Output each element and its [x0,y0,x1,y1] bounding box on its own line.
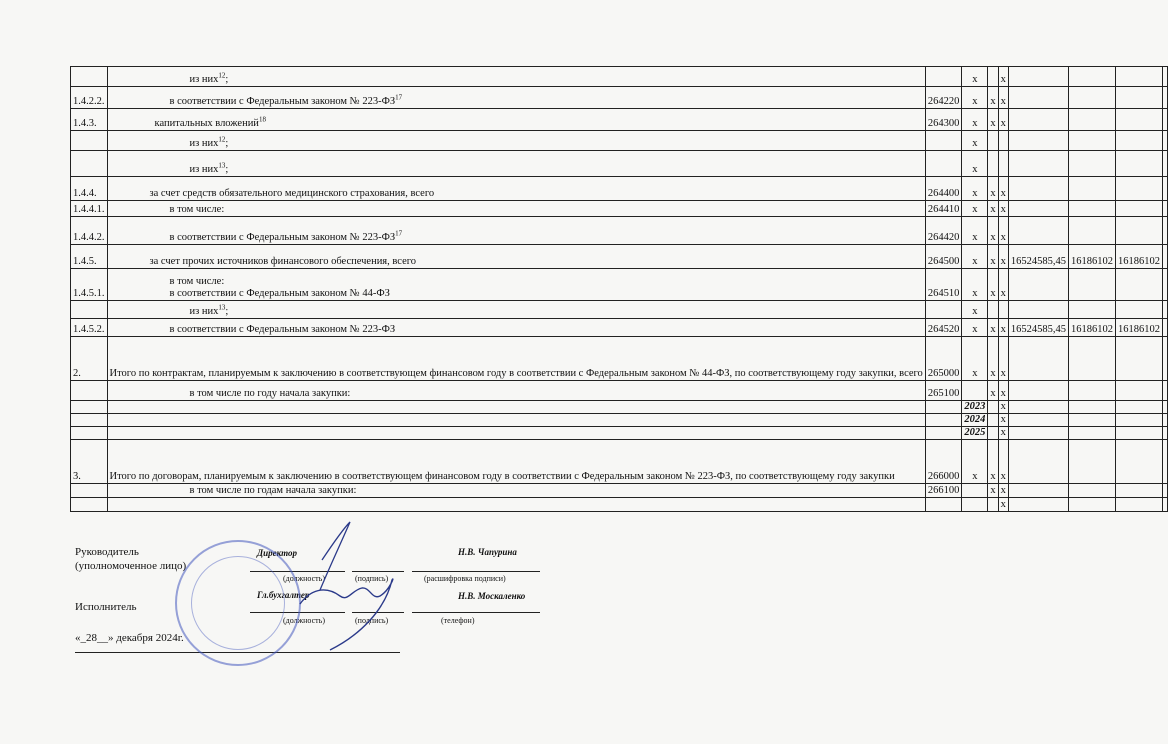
row-col1-cell: x [962,151,988,177]
row-value2-cell [1068,427,1115,440]
row-value4-cell [1162,201,1167,217]
row-value2-cell [1068,381,1115,401]
row-code-cell: 1.4.5. [71,245,108,269]
caption-signature-2: (подпись) [355,616,389,625]
row-value2-cell [1068,498,1115,512]
row-value4-cell [1162,269,1167,301]
row-col3-cell: x [998,67,1008,87]
row-col3-cell: x [998,484,1008,498]
row-col2-cell: x [988,87,998,109]
row-value4-cell [1162,217,1167,245]
row-col2-cell: x [988,269,998,301]
description-text: из них [189,164,219,175]
row-col1-cell: x [962,217,988,245]
head-position: Директор [257,548,297,558]
row-value2-cell [1068,401,1115,414]
row-col1-cell: 2024 [962,414,988,427]
row-value4-cell [1162,177,1167,201]
head-sublabel: (уполномоченное лицо) [75,560,187,572]
row-code-cell: 1.4.4. [71,177,108,201]
caption-signature: (подпись) [355,574,389,583]
description-text: Итого по контрактам, планируемым к заключению в соответствующем финансовом году в соответствии с Федеральным законом № 44-ФЗ, по соответствующему году закупки, всего [109,368,923,379]
row-col3-cell: x [998,201,1008,217]
row-col3-cell: x [998,440,1008,484]
document-date: «_28__» декабря 2024г. [75,632,184,644]
row-value1-cell: 16524585,45 [1008,245,1068,269]
caption-decode: (расшифровка подписи) [424,574,506,583]
row-col3-cell: x [998,109,1008,131]
description-tail: ; [225,164,229,175]
row-account-cell: 265100 [925,381,962,401]
description-text: в соответствии с Федеральным законом № 223-ФЗ [169,324,396,335]
head-name: Н.В. Чапурина [458,547,517,557]
row-value3-cell [1115,498,1162,512]
row-col1-cell: x [962,440,988,484]
row-col1-cell: x [962,177,988,201]
row-value4-cell [1162,498,1167,512]
row-value3-cell [1115,67,1162,87]
row-col1-cell: x [962,337,988,381]
description-tail: ; [225,74,229,85]
row-col2-cell: x [988,319,998,337]
row-value4-cell [1162,401,1167,414]
footnote-mark: 12 [218,135,226,144]
row-col2-cell: x [988,381,998,401]
footnote-mark: 13 [218,303,226,312]
row-code-cell: 1.4.2.2. [71,87,108,109]
description-text: в соответствии с Федеральным законом № 223-ФЗ [169,232,396,243]
row-col1-cell: x [962,87,988,109]
row-col1-cell: x [962,109,988,131]
row-value4-cell [1162,381,1167,401]
row-col3-cell: x [998,414,1008,427]
row-value3-cell [1115,414,1162,427]
row-value2-cell [1068,67,1115,87]
row-value4-cell [1162,131,1167,151]
row-value3-cell [1115,109,1162,131]
row-value4-cell [1162,427,1167,440]
row-value2-cell [1068,414,1115,427]
row-value3-cell [1115,87,1162,109]
row-value3-cell [1115,269,1162,301]
row-value4-cell [1162,87,1167,109]
description-text: в соответствии с Федеральным законом № 223-ФЗ [169,96,396,107]
row-value4-cell [1162,319,1167,337]
row-col3-cell: x [998,245,1008,269]
description-text: в том числе: [169,204,225,215]
description-text: в том числе по годам начала закупки: [189,485,357,496]
row-value2-cell: 16186102 [1068,245,1115,269]
row-value3-cell [1115,337,1162,381]
row-value4-cell [1162,484,1167,498]
row-account-cell: 266100 [925,484,962,498]
row-account-cell: 264510 [925,269,962,301]
row-account-cell: 264220 [925,87,962,109]
row-col2-cell: x [988,245,998,269]
row-value3-cell: 16186102 [1115,245,1162,269]
executor-label: Исполнитель [75,601,137,613]
row-value3-cell [1115,401,1162,414]
row-account-cell: 264300 [925,109,962,131]
row-col1-cell: 2023 [962,401,988,414]
row-col1-cell: x [962,67,988,87]
row-value4-cell [1162,109,1167,131]
row-value2-cell [1068,131,1115,151]
row-value3-cell [1115,381,1162,401]
row-value2-cell [1068,201,1115,217]
row-col1-cell: x [962,301,988,319]
row-code-cell: 1.4.5.2. [71,319,108,337]
row-col3-cell: x [998,87,1008,109]
row-account-cell: 264500 [925,245,962,269]
row-col1-cell: x [962,269,988,301]
row-account-cell: 265000 [925,337,962,381]
description-line: в том числе: [169,276,225,287]
head-label: Руководитель [75,546,139,558]
row-value3-cell [1115,131,1162,151]
footnote-mark: 17 [395,229,403,238]
row-value2-cell [1068,109,1115,131]
description-text: из них [189,306,219,317]
row-value2-cell [1068,87,1115,109]
row-value3-cell [1115,217,1162,245]
row-value3-cell [1115,151,1162,177]
executor-name: Н.В. Москаленко [458,591,526,601]
footnote-mark: 17 [395,93,403,102]
row-code-cell: 1.4.4.1. [71,201,108,217]
description-line: в соответствии с Федеральным законом № 44-ФЗ [169,288,390,299]
description-text: из них [189,74,219,85]
description-text: капитальных вложений [154,118,259,129]
row-col2-cell: x [988,217,998,245]
row-value1-cell: 16524585,45 [1008,319,1068,337]
row-value2-cell [1068,484,1115,498]
row-value3-cell [1115,201,1162,217]
footnote-mark: 18 [258,115,266,124]
row-value2-cell [1068,151,1115,177]
row-col3-cell: x [998,319,1008,337]
description-text: Итого по договорам, планируемым к заключению в соответствующем финансовом году в соответствии с Федеральным законом № 223-ФЗ, по соответствующему году закупки [109,471,895,482]
footnote-mark: 12 [218,71,226,80]
row-value2-cell [1068,337,1115,381]
description-text: за счет средств обязательного медицинского страхования, всего [149,188,435,199]
row-col3-cell: x [998,177,1008,201]
row-col2-cell: x [988,440,998,484]
row-col1-cell: x [962,245,988,269]
row-col3-cell: x [998,401,1008,414]
row-col1-cell: x [962,201,988,217]
row-col3-cell: x [998,337,1008,381]
row-code-cell: 2. [71,337,108,381]
footnote-mark: 13 [218,161,226,170]
row-value2-cell [1068,269,1115,301]
row-value3-cell [1115,177,1162,201]
row-account-cell: 264410 [925,201,962,217]
description-text: за счет прочих источников финансового обеспечения, всего [149,256,417,267]
row-col3-cell: x [998,217,1008,245]
row-code-cell: 1.4.5.1. [71,269,108,301]
row-col2-cell: x [988,484,998,498]
row-account-cell: 264420 [925,217,962,245]
row-account-cell: 266000 [925,440,962,484]
description-text: в том числе по году начала закупки: [189,388,351,399]
row-col2-cell: x [988,177,998,201]
row-col3-cell: x [998,498,1008,512]
row-value3-cell [1115,427,1162,440]
description-text: из них [189,138,219,149]
row-value4-cell [1162,337,1167,381]
row-code-cell: 1.4.4.2. [71,217,108,245]
row-account-cell: 264400 [925,177,962,201]
row-value4-cell [1162,414,1167,427]
row-col1-cell: x [962,131,988,151]
row-col2-cell: x [988,201,998,217]
row-value4-cell [1162,301,1167,319]
row-col2-cell: x [988,109,998,131]
row-value3-cell: 16186102 [1115,319,1162,337]
row-account-cell: 264520 [925,319,962,337]
row-value2-cell [1068,440,1115,484]
row-value4-cell [1162,151,1167,177]
row-value4-cell [1162,245,1167,269]
executor-position: Гл.бухгалтер [257,590,310,600]
caption-position-2: (должность) [283,616,325,625]
row-col1-cell: x [962,319,988,337]
row-value3-cell [1115,484,1162,498]
row-value3-cell [1115,440,1162,484]
row-value4-cell [1162,440,1167,484]
row-code-cell: 1.4.3. [71,109,108,131]
row-col3-cell: x [998,427,1008,440]
row-value2-cell [1068,177,1115,201]
row-value3-cell [1115,301,1162,319]
row-value2-cell [1068,301,1115,319]
row-value2-cell: 16186102 [1068,319,1115,337]
row-col3-cell: x [998,381,1008,401]
row-col3-cell: x [998,269,1008,301]
row-col2-cell: x [988,337,998,381]
caption-position: (должность) [283,574,325,583]
description-tail: ; [225,306,229,317]
row-value4-cell [1162,67,1167,87]
row-code-cell: 3. [71,440,108,484]
row-col1-cell: 2025 [962,427,988,440]
caption-phone: (телефон) [441,616,475,625]
row-value2-cell [1068,217,1115,245]
description-tail: ; [225,138,229,149]
